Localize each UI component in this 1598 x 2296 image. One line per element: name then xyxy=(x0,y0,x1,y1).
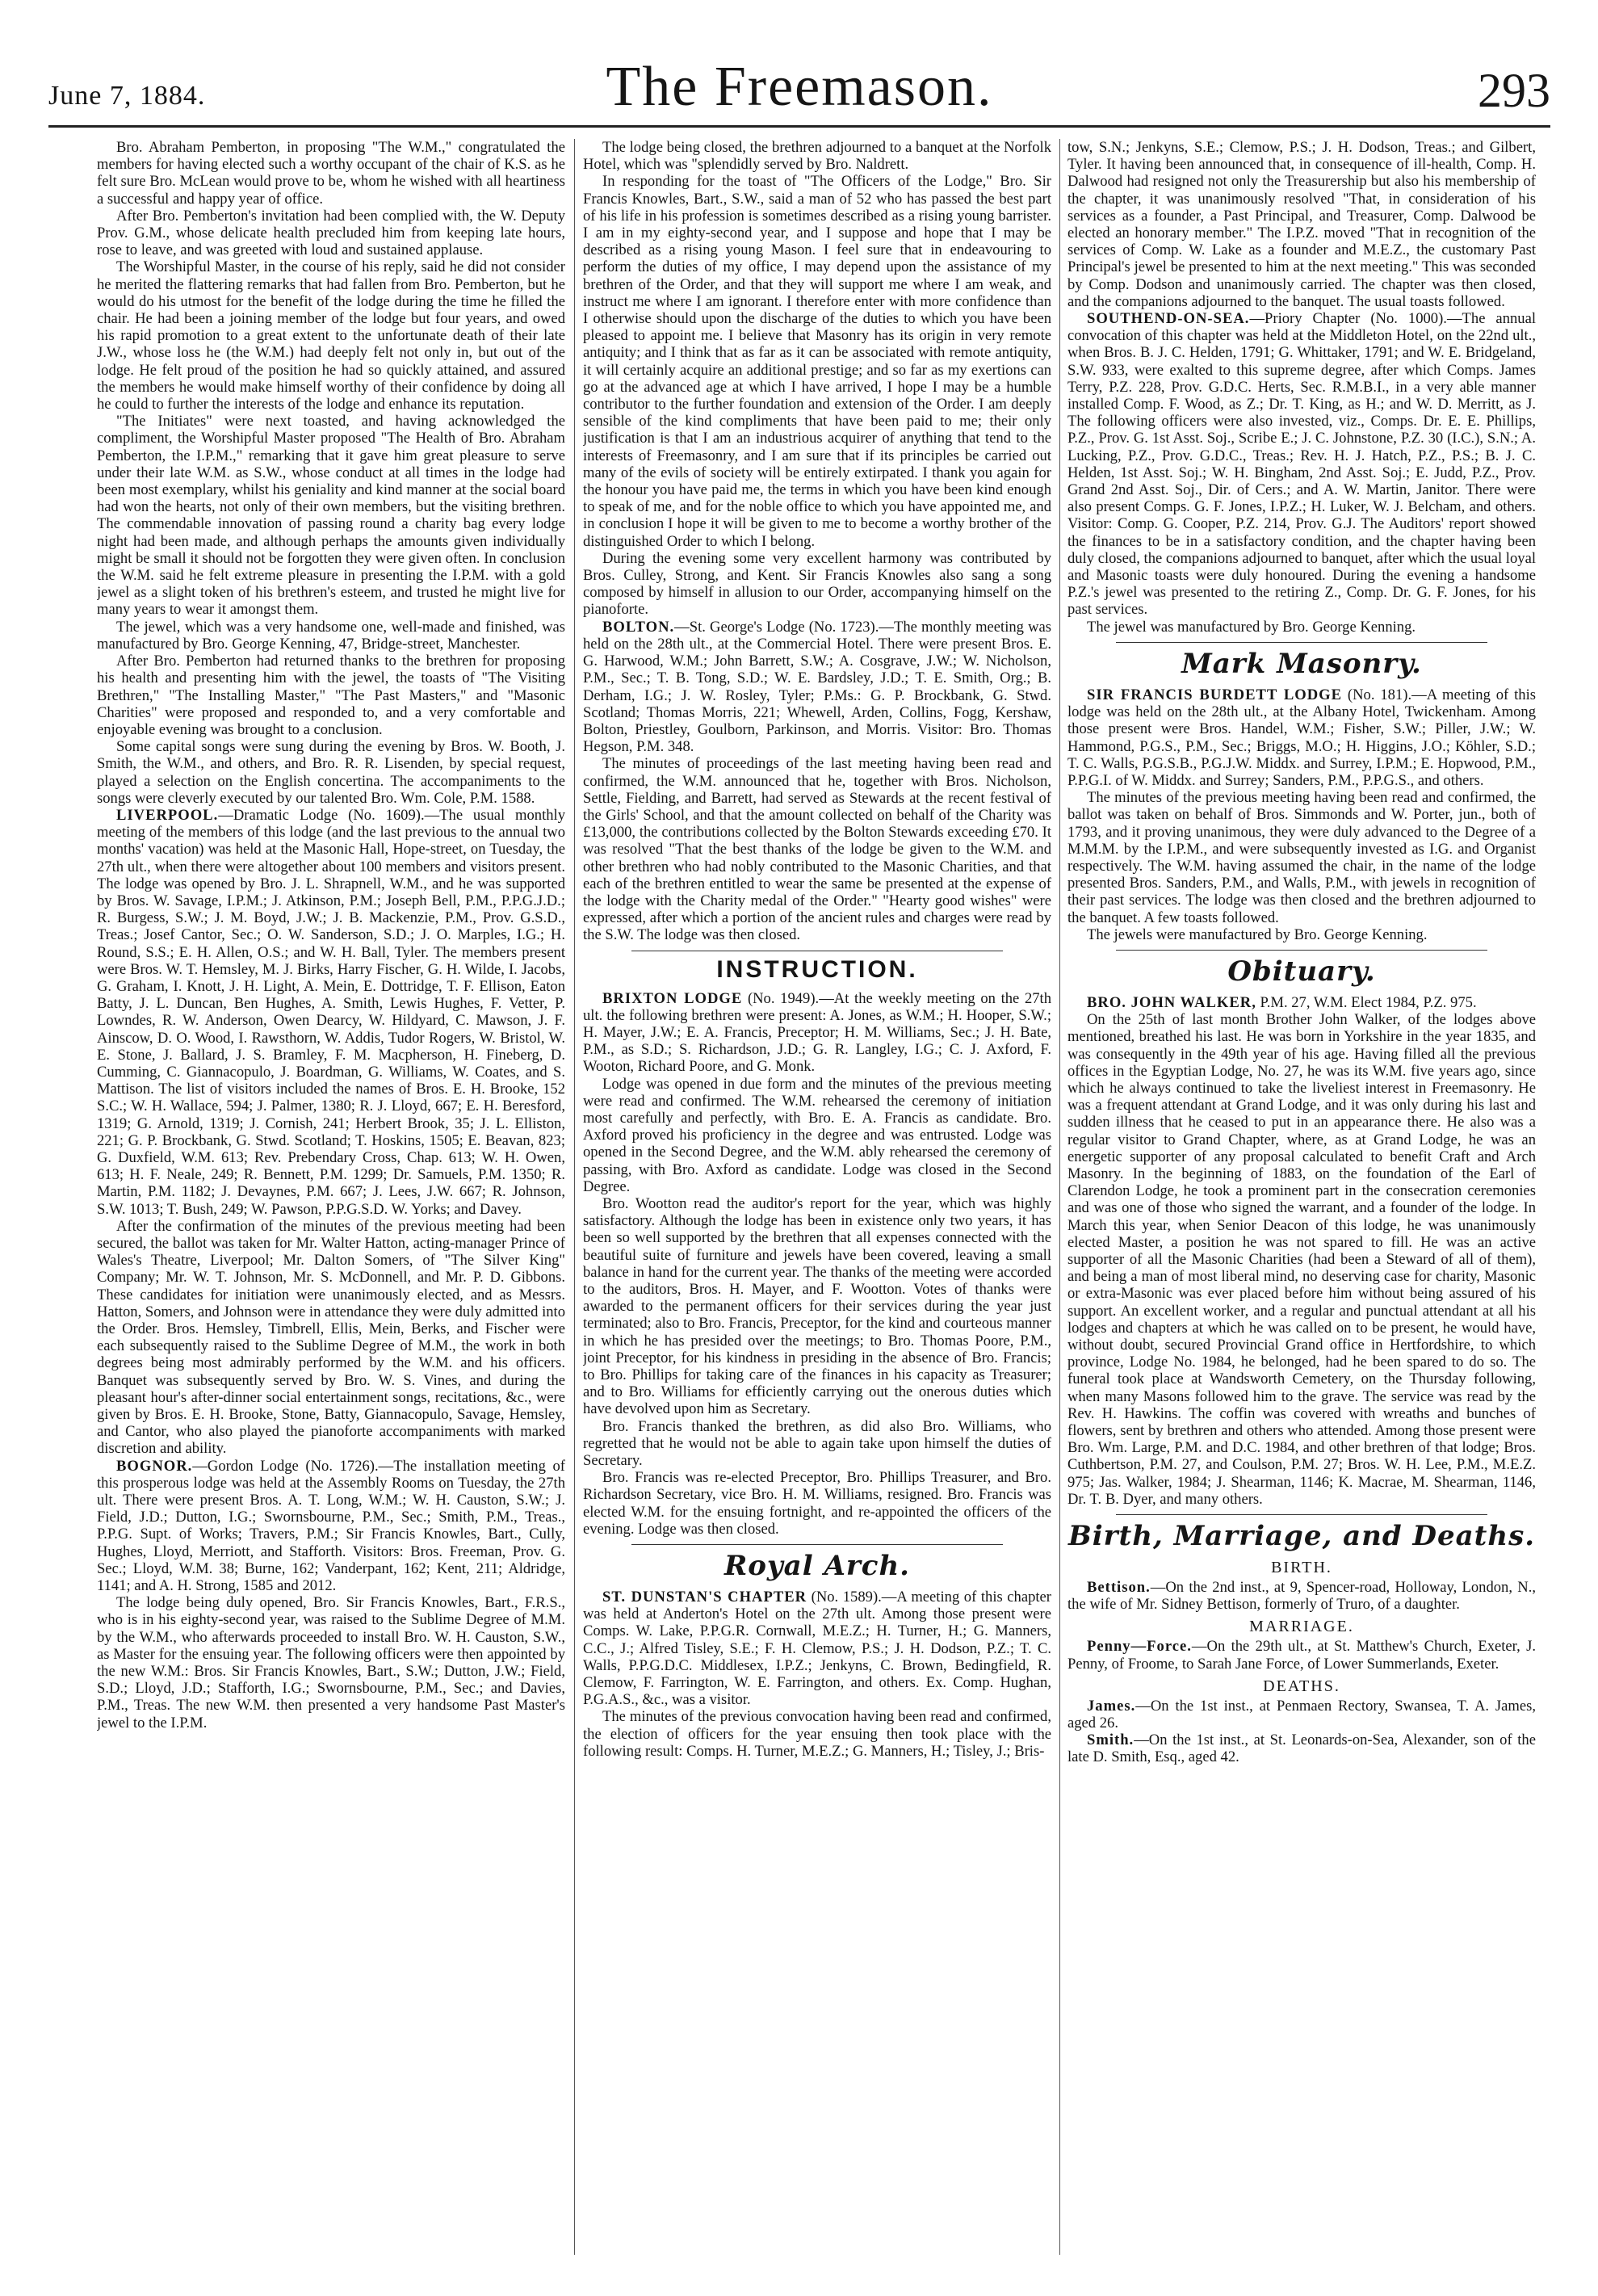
section-heading: Mark Masonry. xyxy=(1181,647,1422,680)
article-paragraph xyxy=(97,807,565,1218)
subheading: MARRIAGE. xyxy=(1249,1618,1354,1636)
article-paragraph xyxy=(583,1076,1051,1195)
paragraph-text: (No. 1949).—At the weekly meeting on the 27th ult. the following brethren were present: A. Jones, as W.M.; H. Hooper, S.W.; H. Mayer, J.W.; E. A. Francis, Preceptor; H. M. Williams, Sec.; J. H. Bate, P.M., as S.D.; S. Richardson, J.D.; G. R. Langley, I.G.; C. J. Axford, F. Wooton, Richard Poore, and G. Monk. xyxy=(583,989,1051,1076)
article-paragraph xyxy=(1067,139,1536,310)
article-paragraph xyxy=(583,1418,1051,1470)
paragraph-text: The jewels were manufactured by Bro. George Kenning. xyxy=(1087,926,1428,943)
paragraph-text: tow, S.N.; Jenkyns, S.E.; Clemow, P.S.; J. H. Dodson, Treas.; and Gilbert, Tyler. It having been announced that, in consequence of ill-health, Comp. H. Dalwood had resigned not only the Treasurership but also his membership of the chapter, it was unanimously resolved "That, in consideration of his services as a founder, a Past Principal, and Treasurer, Comp. Dalwood be elected an honorary member." The I.P.Z. moved "That in recognition of the services of Comp. W. Lake as a founder and M.E.Z., the customary Past Principal's jewel be presented to him at the next meeting." This was seconded by Comp. Dodson and unanimously carried. The chapter was then closed, and the companions adjourned to the banquet. The usual toasts followed. xyxy=(1067,139,1536,310)
paragraph-text: The Worshipful Master, in the course of his reply, said he did not consider he merited the flattering remarks that had fallen from Bro. Pemberton, but he would do his utmost for the benefit of the lodge during the time he filled the chair. He had been a joining member of the lodge but four years, and owed his rapid promotion to a great extent to the unfortunate death of their late J.W., whose loss he (the W.M.) had deeply felt not only in, but out of the lodge. He felt proud of the position he had so quickly attained, and assured the members he would make himself worthy of their confidence by doing all he could to further the interests of the lodge and enhance its reputation. xyxy=(97,258,565,413)
column-divider xyxy=(574,139,575,2255)
issue-date: June 7, 1884. xyxy=(48,81,206,111)
article-paragraph xyxy=(583,550,1051,619)
article-paragraph xyxy=(97,208,565,259)
paragraph-text: The lodge being closed, the brethren adjourned to a banquet at the Norfolk Hotel, which was "splendidly served by Bro. Naldrett. xyxy=(583,139,1051,174)
paragraph-lead: BRO. JOHN WALKER, xyxy=(1087,993,1256,1011)
article-paragraph xyxy=(1067,926,1536,943)
paragraph-text: P.M. 27, W.M. Elect 1984, P.Z. 975. xyxy=(1256,993,1477,1011)
article-paragraph xyxy=(583,1469,1051,1538)
article-paragraph xyxy=(1067,1579,1536,1613)
article-paragraph xyxy=(583,173,1051,549)
paragraph-text: The minutes of the previous convocation having been read and confirmed, the election of officers for the year ensuing then took place with the following result: Comps. H. Turner, M.E.Z.; G. Manners, H.; Tisley, J.; Bris- xyxy=(583,1708,1051,1760)
article-paragraph xyxy=(97,1458,565,1595)
article-paragraph xyxy=(1067,686,1536,789)
paragraph-text: The minutes of the previous meeting having been read and confirmed, the ballot was taken on behalf of Bros. Simmonds and W. Porter, jun., both of 1793, and it proving unanimous, they were duly advanced to the Degree of a M.M.M. by the I.P.M., and were subsequently invested as I.G. and Organist respectively. The W.M. having assumed the chair, in the name of the lodge presented Bros. Sanders, P.M., and Walls, P.M., with jewels in recognition of their past services. The lodge was then closed and the brethren adjourned to the banquet. A few toasts followed. xyxy=(1067,789,1536,926)
column-2 xyxy=(583,139,1051,2255)
paragraph-lead: BRIXTON LODGE xyxy=(602,989,743,1007)
article-paragraph xyxy=(1067,1731,1536,1765)
section-heading: Birth, Marriage, and Deaths. xyxy=(1067,1520,1536,1553)
paragraph-text: Bro. Francis thanked the brethren, as did also Bro. Williams, who regretted that he would not be able to again take upon himself the duties of Secretary. xyxy=(583,1417,1051,1470)
section-rule xyxy=(631,1544,1003,1545)
article-paragraph xyxy=(97,413,565,618)
paragraph-text: —Priory Chapter (No. 1000).—The annual convocation of this chapter was held at the Middleton Hotel, on the 22nd ult., when Bros. B. J. C. Helden, 1791; G. Whittaker, 1791; and W. E. Bridgeland, S.W. 933, were exalted to this supreme degree, after which Comps. James Terry, P.Z. 228, Prov. G.D.C. Herts, Sec. R.M.B.I., in a very able manner installed Comp. F. Wood, as Z.; Dr. T. King, as H.; and W. D. Merritt, as J. The following officers were also invested, viz., Comps. Dr. E. E. Phillips, P.Z., Prov. G. 1st Asst. Soj., Scribe E.; J. C. Johnstone, P.Z. 30 (I.C.), S.N.; A. Lucking, P.Z., Prov. G.D.C., Treas.; Rev. H. J. Hatch, P.Z., P.S.; B. J. C. Helden, 1st Asst. Soj.; W. H. Bingham, 2nd Asst. Soj.; E. Judd, P.Z., Prov. Grand 2nd Asst. Soj., Dir. of Cers.; and A. W. Martin, Janitor. There were also present Comps. G. F. Jones, I.P.Z.; H. Luker, W. J. Belcham, and others. Visitor: Comp. G. Cooper, P.Z. 214, Prov. G.J. The Auditors' report showed the finances to be in a satisfactory condition, and the chapter having been duly closed, the companions adjourned to banquet, after which the usual loyal and Masonic toasts were duly honoured. During the evening a handsome P.Z.'s jewel was presented to the retiring Z., Comp. Dr. G. F. Jones, for his past services. xyxy=(1067,310,1536,619)
paragraph-text: The jewel, which was a very handsome one, well-made and finished, was manufactured by Bro. George Kenning, 47, Bridge-street, Manchester. xyxy=(97,618,565,653)
paragraph-text: —St. George's Lodge (No. 1723).—The monthly meeting was held on the 28th ult., at the Commercial Hotel. There were present Bros. E. G. Harwood, W.M.; John Barrett, S.W.; A. Cosgrave, J.W.; W. Nicholson, P.M., Sec.; T. B. Tong, S.D.; W. E. Bardsley, J.D.; T. E. Smith, Org.; B. Derham, I.G.; J. W. Rosley, Tyler; P.Ms.: G. P. Brockbank, G. Stwd. Scotland; Thomas Morris, 221; Whewell, Arden, Collins, Fogg, Kershaw, Bolton, Priestley, Goulborn, Parkinson, and Morris. Visitor: Bro. Thomas Hegson, P.M. 348. xyxy=(583,618,1051,756)
article-paragraph xyxy=(97,1594,565,1731)
paragraph-text: Some capital songs were sung during the evening by Bros. W. Booth, J. Smith, the W.M., and others, and Bro. R. R. Lisenden, by special request, played a selection on the English concertina. The accompaniments to the songs were cleverly executed by our talented Bro. Wm. Cole, P.M. 1588. xyxy=(97,738,565,807)
paragraph-text: —Gordon Lodge (No. 1726).—The installation meeting of this prosperous lodge was held at the Assembly Rooms on Tuesday, the 27th ult. There were present Bros. A. T. Long, W.M.; W. H. Causton, S.W.; J. Field, J.D.; Dutton, I.G.; Swornsbourne, P.M., Sec.; Smith, P.M., Treas., P.P.G. Supt. of Works; Travers, P.M.; Sir Francis Knowles, Bart., Cully, Hughes, Lloyd, Merriott, and Stafforth. Visitors: Bros. Freeman, Prov. G. Sec.; Lloyd, W.M. 38; Burne, 162; Vanderpant, 162; Kent, 211; Aldridge, 1141; and A. H. Strong, 1585 and 2012. xyxy=(97,1457,565,1595)
article-paragraph xyxy=(583,990,1051,1076)
paragraph-text: —On the 2nd inst., at 9, Spencer-road, Holloway, London, N., the wife of Mr. Sidney Bettison, formerly of Truro, of a daughter. xyxy=(1067,1579,1536,1614)
paragraph-text: (No. 181).—A meeting of this lodge was held on the 28th ult., at the Albany Hotel, Twickenham. Among those present were Bros. Handel, W.M.; Fisher, S.W.; Piller, J.W.; W. Hammond, P.G.S., P.M., Sec.; Briggs, M.O.; H. Higgins, J.O.; Köhler, S.D.; T. C. Walls, P.G.S.B., P.G.J.W. Middx. and Surrey, I.P.M.; E. Hopwood, P.M., P.P.G.I. of W. Middx. and Surrey; Sanders, P.M., P.P.G.S., and others. xyxy=(1067,686,1536,789)
article-paragraph xyxy=(1067,310,1536,619)
article-paragraph xyxy=(1067,789,1536,926)
article-paragraph xyxy=(97,139,565,208)
paragraph-text: After Bro. Pemberton's invitation had been complied with, the W. Deputy Prov. G.M., whose delicate health precluded him from keeping late hours, rose to leave, and was greeted with loud and sustained applause. xyxy=(97,207,565,259)
section-heading: INSTRUCTION. xyxy=(716,955,918,983)
paragraph-text: The lodge being duly opened, Bro. Sir Francis Knowles, Bart., F.R.S., who is in his eighty-second year, was raised to the Sublime Degree of M.M. by the W.M., who afterwards proceeded to install Bro. W. H. Causton, S.W., as Master for the ensuing year. The following officers were then appointed by the new W.M.: Bros. Sir Francis Knowles, Bart., S.W.; Dutton, J.W.; Field, S.D.; Lloyd, J.D.; Stafforth, I.G.; Swornsbourne, P.M., Sec.; and Davies, P.M., Treas. The new W.M. then presented a very handsome Past Master's jewel to the I.P.M. xyxy=(97,1594,565,1731)
masthead-rule xyxy=(48,125,1550,128)
paragraph-text: —On the 29th ult., at St. Matthew's Church, Exeter, J. Penny, of Froome, to Sarah Jane Force, of Lower Summerlands, Exeter. xyxy=(1067,1638,1536,1673)
article-paragraph xyxy=(583,1195,1051,1418)
page-number: 293 xyxy=(1478,64,1550,117)
paragraph-text: During the evening some very excellent harmony was contributed by Bros. Culley, Strong, and Kent. Sir Francis Knowles also sang a song composed by himself in allusion to our Order, accompanying himself on the pianoforte. xyxy=(583,549,1051,619)
column-1 xyxy=(97,139,565,2255)
paragraph-lead: LIVERPOOL. xyxy=(116,806,219,824)
paragraph-text: In responding for the toast of "The Officers of the Lodge," Bro. Sir Francis Knowles, Bart., S.W., said a man of 52 who has passed the best part of his life in his profession is sometimes described as a rising young barrister. I am in my eighty-second year, and I suppose and hope that I may be described as a rising young Mason. I feel sure that in endeavouring to perform the duties of my office, I may depend upon the assistance of my brethren of the Order, and that they will support me where I am weak, and instruct me where I am ignorant. I therefore enter with more confidence than I otherwise should upon the discharge of the duties to which you have been pleased to appoint me. I believe that Masonry has its origin in very remote antiquity; and I think that as far as it can be associated with remote antiquity, it will certainly acquire an additional prestige; and so far as my exertions can go at the advanced age at which I have arrived, I hope I may be a humble contributor to the further foundation and extension of the Order. I am deeply sensible of the kind compliments that have been paid to me; their only justification is that I am an industrious acquirer of anything that tend to the interests of Freemasonry, and I am sure that if its principles be carried out many of the evils of society will be entirely extirpated. I thank you again for the honour you have paid me, the terms in which you have been kind enough to speak of me, and for the noble office to which you have appointed me, and in conclusion I hope it will be given to me to become a worthy brother of the distinguished Order to which I belong. xyxy=(583,173,1051,550)
column-3 xyxy=(1067,139,1536,2255)
paragraph-text: Bro. Wootton read the auditor's report for the year, which was highly satisfactory. Although the lodge has been in existence only two years, it has been so well supported by the brethren that all expenses connected with the beautiful suite of furniture and jewels have been covered, leaving a small balance in hand for the current year. The thanks of the meeting were accorded to the auditors, Bros. H. Mayer, and F. Wootton. Votes of thanks were awarded to the permanent officers for their services during the year just terminated; also to Bro. Francis, Preceptor, for the kind and courteous manner in which he has presided over the meetings; to Bro. Thomas Poore, P.M., joint Preceptor, for his kindness in presiding in the absence of Bro. Francis; to Bro. Phillips for taking care of the finances in his capacity as Treasurer; and to Bro. Williams for efficiently carrying out the onerous duties which have devolved upon him as Secretary. xyxy=(583,1194,1051,1418)
paragraph-lead: ST. DUNSTAN'S CHAPTER xyxy=(602,1589,807,1606)
article-paragraph xyxy=(1067,994,1536,1011)
article-paragraph xyxy=(583,755,1051,943)
paragraph-text: "The Initiates" were next toasted, and having acknowledged the compliment, the Worshipful Master proposed "The Health of Bro. Abraham Pemberton, the I.P.M.," remarking that it gave him great pleasure to serve under their late W.M. as S.W., whose conduct at all times in the lodge had been most exemplary, whilst his geniality and kind manner at the social board had won the hearts, not only of their own members, but the visiting brethren. The commendable innovation of passing round a charity bag every lodge night had been made, and although perhaps the amounts given individually might be small it should not be forgotten they were given often. In conclusion the W.M. said he felt extreme pleasure in presenting the I.P.M. with a gold jewel as a slight token of his brethren's esteem, and trusted he might live for many years to wear it amongst them. xyxy=(97,413,565,619)
paragraph-text: The jewel was manufactured by Bro. George Kenning. xyxy=(1087,618,1416,636)
paragraph-text: After the confirmation of the minutes of the previous meeting had been secured, the ballot was taken for Mr. Walter Hatton, acting-manager Prince of Wales's Theatre, Liverpool; Mr. Dalton Somers, of "The Silver King" Company; Mr. W. T. Johnson, Mr. S. McDonnell, and Mr. P. D. Gibbons. These candidates for initiation were unanimously elected, and as Messrs. Hatton, Somers, and Johnson were in attendance they were duly admitted into the Order. Bros. Hemsley, Timbrell, Ellis, Mein, Berks, and Fischer were each subsequently raised to the Sublime Degree of M.M., the work in both degrees being most admirably performed by the W.M. and his officers. Banquet was subsequently served by Bro. W. S. Vines, and during the pleasant hour's after-dinner social entertainment songs, recitations, &c., were given by Bros. E. H. Brooke, Stone, Batty, Giannacopulo, Savage, Hemsley, and Cantor, who also played the pianoforte accompaniments with marked discretion and ability. xyxy=(97,1217,565,1458)
article-paragraph xyxy=(97,1218,565,1458)
section-heading: Royal Arch. xyxy=(724,1550,911,1583)
article-paragraph xyxy=(97,653,565,738)
newspaper-title: The Freemason. xyxy=(606,56,993,118)
article-paragraph xyxy=(583,1708,1051,1760)
paragraph-lead: James. xyxy=(1087,1697,1136,1715)
article-paragraph xyxy=(97,738,565,807)
article-paragraph xyxy=(583,1589,1051,1708)
article-paragraph xyxy=(1067,1698,1536,1731)
paragraph-text: After Bro. Pemberton had returned thanks to the brethren for proposing his health and presenting him with the jewel, the toasts of "The Visiting Brethren," "The Installing Master," "The Past Masters," and "Masonic Charities" were proposed and responded to, and a very comfortable and enjoyable evening was brought to a conclusion. xyxy=(97,653,565,738)
column-divider xyxy=(1059,139,1060,2255)
paragraph-lead: BOGNOR. xyxy=(116,1457,193,1475)
section-heading: Obituary. xyxy=(1227,955,1376,988)
paragraph-text: (No. 1589).—A meeting of this chapter was held at Anderton's Hotel on the 27th ult. Among those present were Comps. W. Lake, P.P.G.R. Cornwall, M.E.Z.; H. Turner, H.; G. Manners, C.C., J.; Alfred Tisley, S.E.; F. H. Clemow, P.S.; J. H. Dodson, P.Z.; T. C. Walls, P.P.G.D.C. Middlesex, I.P.Z.; Jenkyns, C. Brown, Bedingfield, R. Clemow, F. Farrington, W. E. Farrington, and others. Ex. Comp. Hughan, P.G.A.S., &c., was a visitor. xyxy=(583,1589,1051,1709)
subheading: DEATHS. xyxy=(1263,1677,1340,1695)
paragraph-text: Bro. Francis was re-elected Preceptor, Bro. Phillips Treasurer, and Bro. Richardson Secretary, vice Bro. H. M. Williams, resigned. Bro. Francis was elected W.M. for the ensuing fortnight, and re-appointed the officers of the evening. Lodge was then closed. xyxy=(583,1469,1051,1538)
article-paragraph xyxy=(1067,619,1536,636)
paragraph-text: —On the 1st inst., at St. Leonards-on-Sea, Alexander, son of the late D. Smith, Esq., aged 42. xyxy=(1067,1731,1536,1766)
article-paragraph xyxy=(583,139,1051,173)
paragraph-lead: SIR FRANCIS BURDETT LODGE xyxy=(1087,686,1343,703)
paragraph-text: Bro. Abraham Pemberton, in proposing "The W.M.," congratulated the members for having elected such a worthy occupant of the chair of K.S. as he felt sure Bro. McLean would prove to be, whom he wished with all heartiness a successful and happy year of office. xyxy=(97,139,565,208)
paragraph-lead: SOUTHEND-ON-SEA. xyxy=(1087,310,1250,328)
article-paragraph xyxy=(97,619,565,653)
paragraph-text: Lodge was opened in due form and the minutes of the previous meeting were read and confirmed. The W.M. rehearsed the ceremony of initiation most carefully and perfectly, with Bro. E. A. Francis as candidate. Bro. Axford proved his proficiency in the degree and was entrusted. Lodge was opened in the Second Degree, and the W.M. ably rehearsed the ceremony of passing, with Bro. Axford as candidate. Lodge was closed in the Second Degree. xyxy=(583,1075,1051,1195)
section-rule xyxy=(1116,642,1487,643)
paragraph-text: —On the 1st inst., at Penmaen Rectory, Swansea, T. A. James, aged 26. xyxy=(1067,1697,1536,1732)
paragraph-text: The minutes of proceedings of the last meeting having been read and confirmed, the W.M. announced that he, together with Bros. Nicholson, Settle, Fielding, and Barrett, had served as Stewards at the recent festival of the Girls' School, and that the amount collected on behalf of the Charity was £13,000, the contributions collected by the Bolton Stewards exceeding £70. It was resolved "That the best thanks of the lodge be given to the W.M. and other brethren who had nobly contributed to the Masonic Charities, and that each of the brethren entitled to wear the same be presented at the expense of the lodge with the Charity medal of the Order." "Hearty good wishes" were expressed, after which a portion of the ancient rules and charges were read by the S.W. The lodge was then closed. xyxy=(583,755,1051,944)
section-rule xyxy=(1116,950,1487,951)
section-rule xyxy=(1116,1514,1487,1515)
paragraph-lead: Smith. xyxy=(1087,1731,1135,1749)
article-paragraph xyxy=(1067,1638,1536,1672)
article-paragraph xyxy=(583,619,1051,756)
paragraph-lead: Bettison. xyxy=(1087,1579,1151,1597)
article-paragraph xyxy=(97,258,565,413)
article-paragraph xyxy=(1067,1011,1536,1508)
paragraph-text: —Dramatic Lodge (No. 1609).—The usual monthly meeting of the members of this lodge (and the last previous to the annual two months' vacation) was held at the Masonic Hall, Hope-street, on Tuesday, the 27th ult., when there were altogether about 100 members and visitors present. The lodge was opened by Bro. J. L. Shrapnell, W.M., and he was supported by Bros. W. Savage, I.P.M.; J. Atkinson, P.M.; Joseph Bell, P.M., P.P.G.J.D.; R. Burgess, S.W.; J. M. Boyd, J.W.; J. B. Mackenzie, P.M., Prov. G.S.D., Treas.; Josef Cantor, Sec.; O. W. Sanderson, S.D.; J. O. Marples, I.G.; H. Round, S.S.; E. H. Allen, O.S.; and W. H. Ball, Tyler. The members present were Bros. W. T. Hemsley, M. J. Birks, Harry Fischer, G. H. Wilde, I. Jacobs, G. Graham, I. Knott, J. H. Light, A. Mein, E. Dottridge, T. F. Ellison, Eaton Batty, J. L. Duncan, Ben Hughes, A. Smith, Lewis Hughes, F. Vetter, P. Lowndes, R. W. Anderson, Owen Dearcy, W. Hildyard, C. Mawson, J. F. Ainscow, D. O. Wood, I. Rawsthorn, W. Addis, Tudor Rogers, W. Bristol, W. E. Stone, J. Ballard, J. S. Bramley, F. M. Macpherson, H. Fineberg, D. Cumming, C. Giannacopulo, J. Boardman, G. Williams, W. Coates, and S. Mattison. The list of visitors included the names of Bros. E. H. Brooke, 152 S.C.; W. H. Wallace, 594; J. Palmer, 1380; R. J. Lloyd, 667; E. H. Beresford, 1319; G. Arnold, 1319; J. Cornish, 241; Herbert Brook, 35; J. L. Elliston, 221; G. P. Brockbank, G. Stwd. Scotland; T. Hoskins, 1505; E. Beavan, 823; G. Duxfield, W.M. 613; Rev. Prebendary Cross, Chap. 613; W. H. Owen, 613; H. F. Neale, 249; R. Bennett, P.M. 1299; Dr. Samuels, P.M. 1350; R. Martin, P.M. 1182; J. Devaynes, P.M. 667; J. Lees, J.W. 667; R. Johnson, S.W. 1013; T. Bush, 249; W. Pawson, P.P.G.S.D. W. Yorks; and Davey. xyxy=(97,806,565,1218)
paragraph-lead: Penny—Force. xyxy=(1087,1638,1192,1656)
paragraph-text: On the 25th of last month Brother John Walker, of the lodges above mentioned, breathed his last. He was born in Yorkshire in the year 1835, and was consequently in the 49th year of his age. Having filled all the previous offices in the Egyptian Lodge, No. 27, he was its W.M. five years ago, since which he always continued to take the liveliest interest in Freemasonry. He was a frequent attendant at Grand Lodge, and it was only during his last and sudden illness that he ceased to put in an appearance there. He also was a regular visitor to Grand Chapter, where, as at Grand Lodge, he was an energetic supporter of any proposal calculated to benefit Craft and Arch Masonry. In the beginning of 1883, on the foundation of the Earl of Clarendon Lodge, he took a prominent part in the consecration ceremonies and was one of those who signed the warrant, and a founder of the lodge. In March this year, when Senior Deacon of this lodge, he was unanimously elected Master, a position he was not spared to fill. He was an active supporter of all the Masonic Charities (had been a Steward of all of them), and being a man of most liberal mind, no deserving case for charity, Masonic or extra-Masonic was ever placed before him without being assured of his support. An excellent worker, and a regular and punctual attendant at all his lodges and chapters at which he was called on to be present, he would have, without doubt, secured Provincial Grand office in Hertfordshire, to which province, Lodge No. 1984, he belonged, had he been spared to do so. The funeral took place at Wandsworth Cemetery, on the Thursday following, when many Masons followed him to the grave. The service was read by the Rev. H. Hawkins. The coffin was covered with wreaths and bunches of flowers, sent by brethren and others who attended. Among those present were Bro. Wm. Large, P.M. and D.C. 1984, and other brethren of that lodge; Bros. Cuthbertson, P.M. 27, and Coulson, P.M. 27; Bros. W. H. Lee, P.M., M.E.Z. 975; Jas. Walker, 1984; J. Shearman, 1146; K. Macrae, M. Shearman, 1146, Dr. T. B. Dyer, and many others. xyxy=(1067,1011,1536,1508)
subheading: BIRTH. xyxy=(1271,1559,1332,1577)
masthead xyxy=(48,0,1550,120)
paragraph-lead: BOLTON. xyxy=(602,618,675,636)
